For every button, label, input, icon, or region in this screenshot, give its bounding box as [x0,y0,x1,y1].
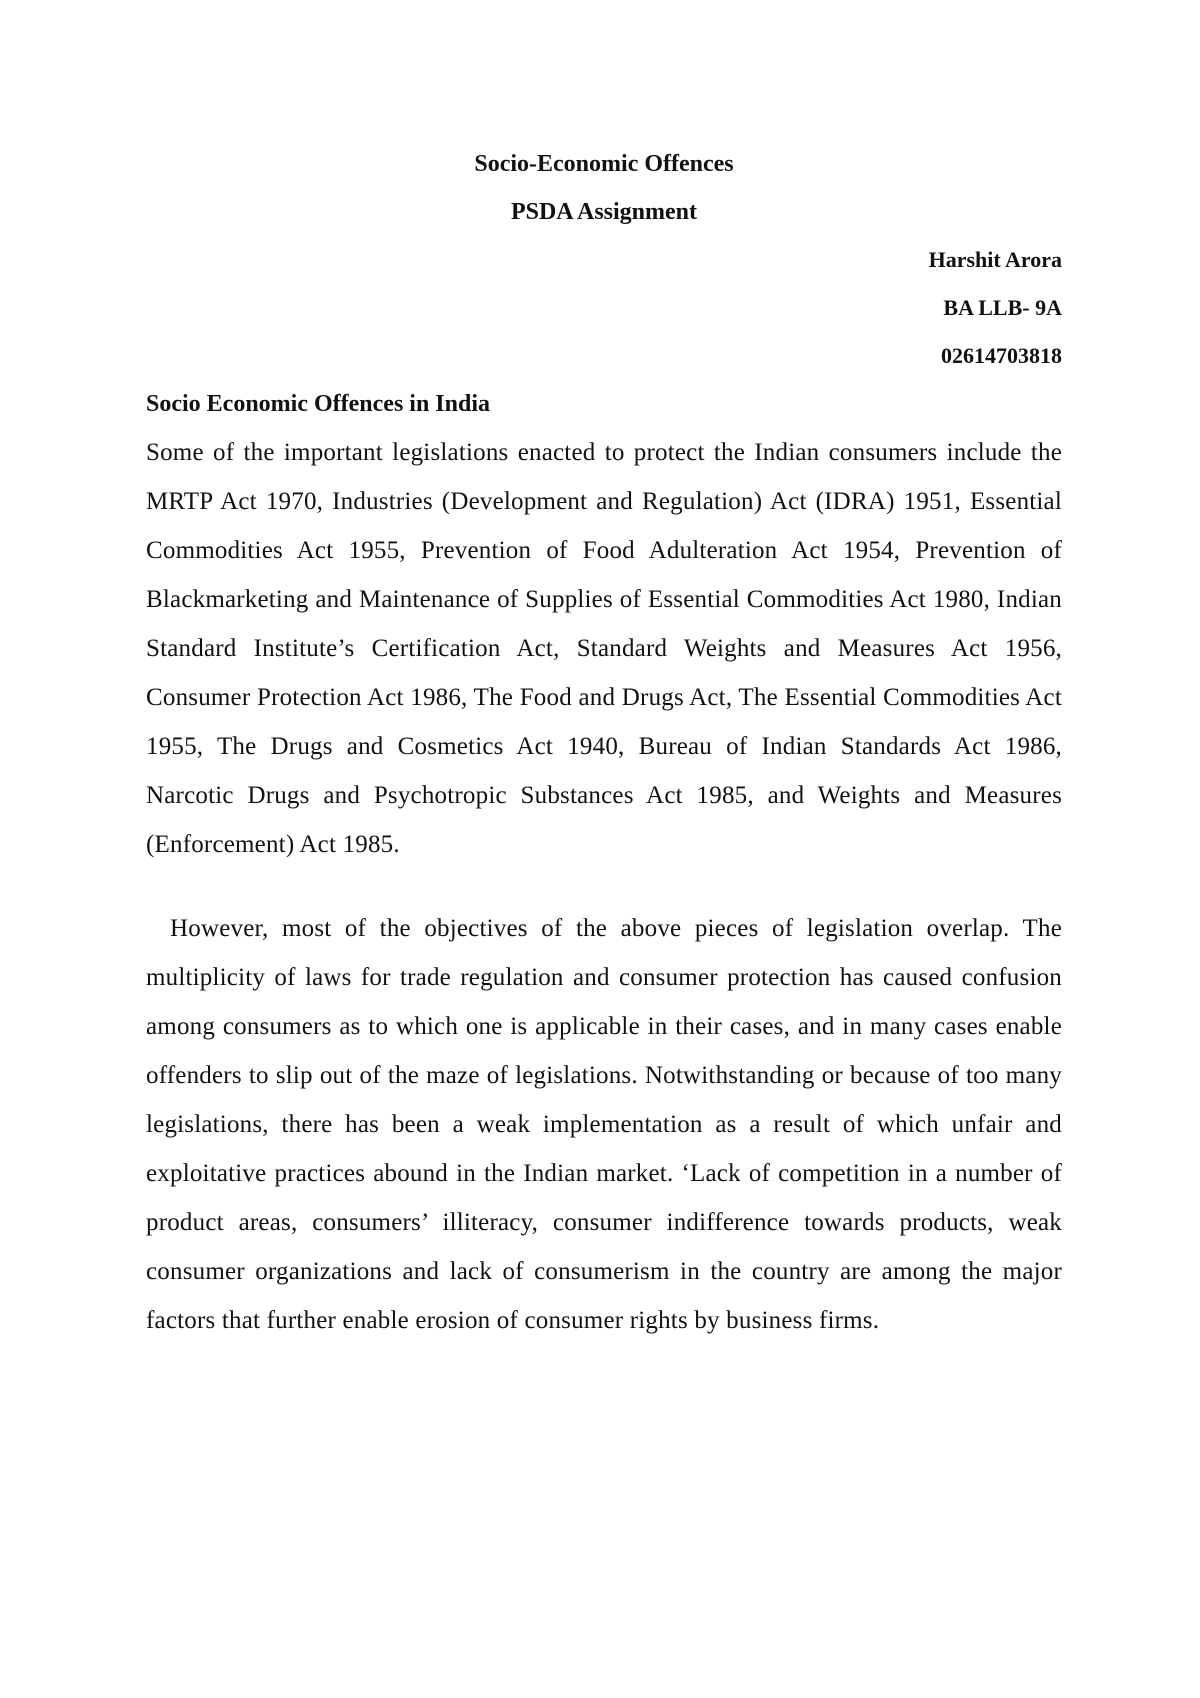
section-heading: Socio Economic Offences in India [146,391,491,417]
document-body [146,140,1062,1345]
author-class: BA LLB- 9A [943,295,1062,320]
paragraph-spacer [146,869,1062,904]
author-block [146,236,1062,380]
author-id: 02614703818 [941,343,1062,368]
document-subtitle: PSDA Assignment [510,199,698,225]
paragraph-legislations: Some of the important legislations enacted to protect the Indian consumers include the MRTP Act 1970, Industries (Development and Regulation) Act (IDRA) 1951, Essential Commodities Act 1955, Prevention of Food Adulteration Act 1954, Prevention of Blackmarketing and Maintenance of Supplies of Essential Commodities Act 1980, Indian Standard Institute’s Certification Act, Standard Weights and Measures Act 1956, Consumer Protection Act 1986, The Food and Drugs Act, The Essential Commodities Act 1955, The Drugs and Cosmetics Act 1940, Bureau of Indian Standards Act 1986, Narcotic Drugs and Psychotropic Substances Act 1985, and Weights and Measures (Enforcement) Act 1985. [146,439,1062,858]
paragraph-overlap: However, most of the objectives of the above pieces of legislation overlap. The multiplicity of laws for trade regulation and consumer protection has caused confusion among consumers as to which one is applicable in their cases, and in many cases enable offenders to slip out of the maze of legislations. Notwithstanding or because of too many legislations, there has been a weak implementation as a result of which unfair and exploitative practices abound in the Indian market. ‘Lack of competition in a number of product areas, consumers’ illiteracy, consumer indifference towards products, weak consumer organizations and lack of consumerism in the country are among the major factors that further enable erosion of consumer rights by business firms. [146,915,1062,1334]
document-title: Socio-Economic Offences [474,151,734,177]
author-name: Harshit Arora [928,247,1062,272]
